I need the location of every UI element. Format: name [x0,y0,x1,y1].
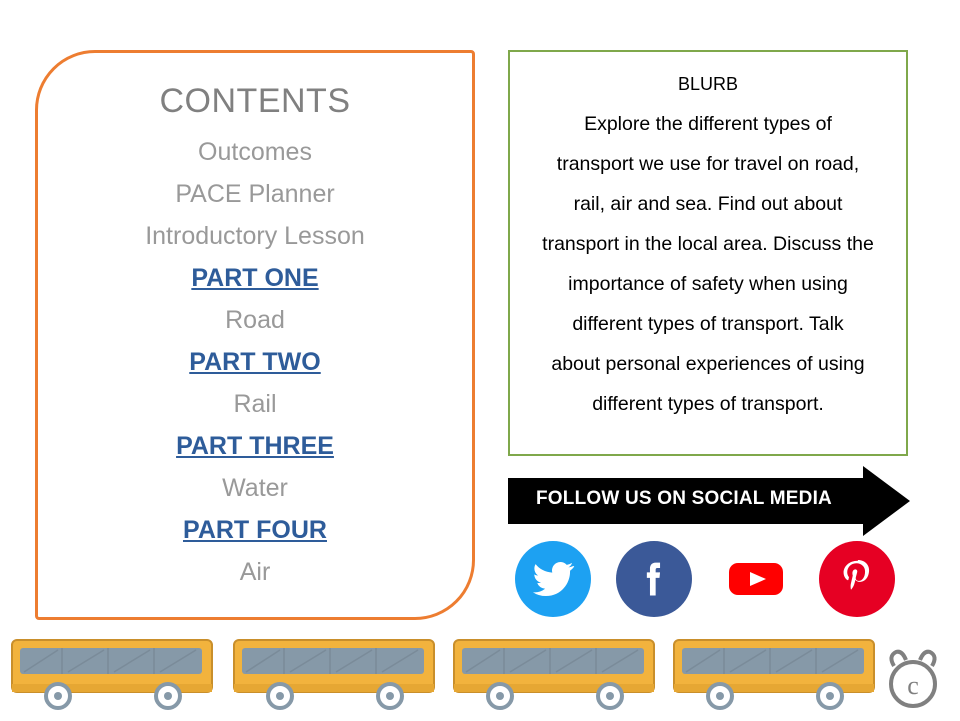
twitter-bird-glyph [531,557,575,601]
contents-link-part-three[interactable]: PART THREE [176,432,334,461]
blurb-line-6: different types of transport. Talk [572,313,844,336]
pinterest-icon[interactable] [819,541,895,617]
contents-item-water: Water [222,474,288,503]
blurb-line-2: transport we use for travel on road, [556,153,860,176]
blurb-panel [508,50,908,456]
blurb-line-8: different types of transport. [592,393,824,416]
contents-panel [35,50,475,620]
copyright-logo [876,642,950,716]
blurb-title: BLURB [677,74,739,94]
page-title: CONTENTS [159,82,351,120]
contents-link-part-four[interactable]: PART FOUR [183,516,327,545]
blurb-line-4: transport in the local area. Discuss the [542,233,874,256]
bus-illustration [452,632,664,714]
youtube-play-glyph [718,541,794,617]
contents-item-outcomes: Outcomes [198,138,312,167]
bus-illustration [10,632,222,714]
social-banner-label: FOLLOW US ON SOCIAL MEDIA [536,488,832,509]
blurb-line-3: rail, air and sea. Find out about [573,193,843,216]
facebook-f-glyph [632,557,676,601]
svg-text:c: c [907,671,919,700]
blurb-line-5: importance of safety when using [568,273,848,296]
blurb-line-1: Explore the different types of [584,113,832,136]
pinterest-p-glyph [834,556,880,602]
contents-link-part-one[interactable]: PART ONE [191,264,319,293]
social-media-banner [508,466,910,536]
bus-decoration-strip [0,628,960,720]
twitter-icon[interactable] [515,541,591,617]
blurb-line-7: about personal experiences of using [551,353,865,376]
contents-item-rail: Rail [233,390,277,419]
youtube-icon[interactable] [718,541,794,617]
contents-link-part-two[interactable]: PART TWO [189,348,321,377]
contents-item-pace-planner: PACE Planner [175,180,335,209]
social-icons-row [510,540,900,618]
contents-item-road: Road [225,306,285,335]
contents-item-introductory-lesson: Introductory Lesson [145,222,365,251]
facebook-icon[interactable] [616,541,692,617]
contents-item-air: Air [239,558,271,587]
bus-illustration [232,632,444,714]
bus-illustration [672,632,884,714]
